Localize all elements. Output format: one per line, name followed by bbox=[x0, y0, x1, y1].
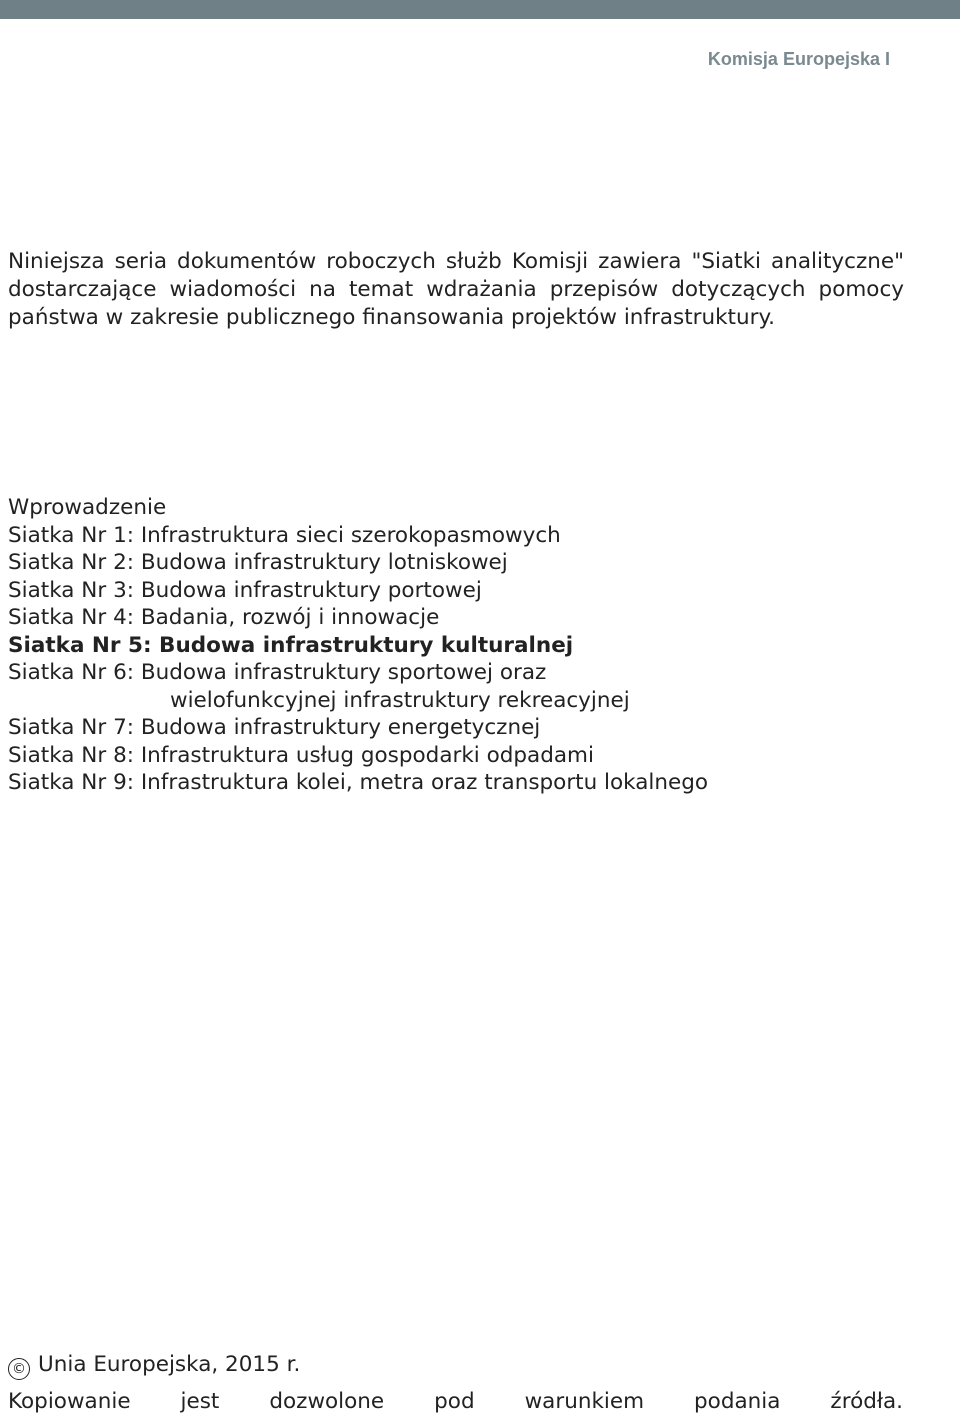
header-organization: Komisja Europejska I bbox=[707, 49, 890, 69]
toc-item-introduction: Wprowadzenie bbox=[8, 495, 167, 520]
copyright-line bbox=[8, 1351, 300, 1380]
copy-permission-note: Kopiowanie jest dozwolone pod warunkiem podania źródła. bbox=[8, 1389, 903, 1414]
toc-item-grid-4: Siatka Nr 4: Badania, rozwój i innowacje bbox=[8, 605, 440, 630]
copyright-text: Unia Europejska, 2015 r. bbox=[38, 1352, 301, 1377]
table-of-contents bbox=[8, 494, 908, 797]
intro-paragraph: Niniejsza seria dokumentów roboczych służb Komisji zawiera "Siatki analityczne" dostarczające wiadomości na temat wdrażania przepisów dotyczących pomocy państwa w zakresie publicznego finansowania projektów infrastruktury. bbox=[8, 249, 904, 330]
toc-item-grid-6-label: Siatka Nr 6: Budowa infrastruktury sportowej oraz bbox=[8, 660, 547, 685]
copyright-icon: © bbox=[8, 1358, 30, 1380]
toc-item-grid-9: Siatka Nr 9: Infrastruktura kolei, metra oraz transportu lokalnego bbox=[8, 770, 709, 795]
toc-item-grid-6-continuation: wielofunkcyjnej infrastruktury rekreacyjnej bbox=[170, 687, 630, 713]
top-bar bbox=[0, 0, 960, 19]
toc-item-grid-6 bbox=[8, 659, 908, 714]
toc-item-grid-8: Siatka Nr 8: Infrastruktura usług gospodarki odpadami bbox=[8, 742, 594, 768]
toc-item-grid-7: Siatka Nr 7: Budowa infrastruktury energetycznej bbox=[8, 715, 541, 740]
toc-item-grid-3: Siatka Nr 3: Budowa infrastruktury portowej bbox=[8, 577, 482, 603]
toc-item-grid-5-current: Siatka Nr 5: Budowa infrastruktury kulturalnej bbox=[8, 632, 574, 658]
toc-item-grid-1: Siatka Nr 1: Infrastruktura sieci szerokopasmowych bbox=[8, 522, 561, 548]
toc-item-grid-2: Siatka Nr 2: Budowa infrastruktury lotniskowej bbox=[8, 550, 508, 575]
